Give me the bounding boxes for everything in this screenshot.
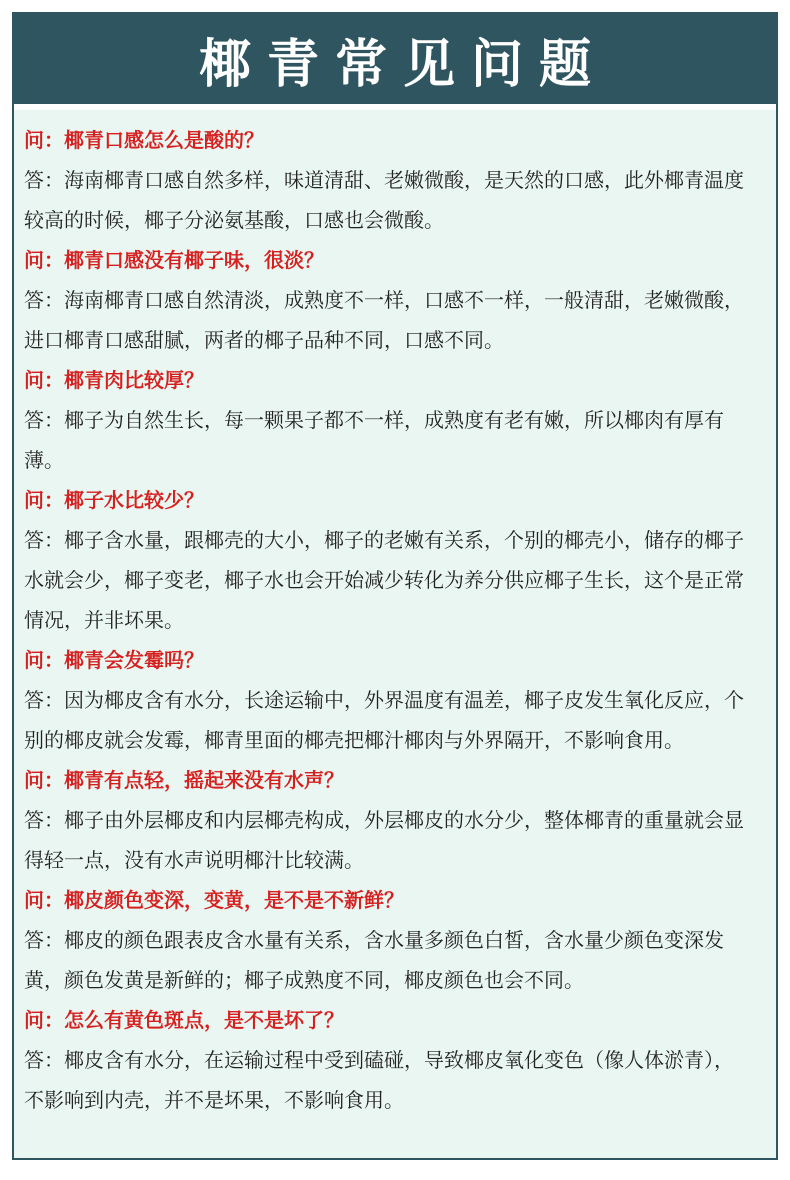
faq-question: 问：椰青口感没有椰子味，很淡？ xyxy=(24,248,324,272)
faq-item xyxy=(24,760,748,880)
faq-answer: 答：因为椰皮含有水分，长途运输中，外界温度有温差，椰子皮发生氧化反应，个别的椰皮就会发霉，椰青里面的椰壳把椰汁椰肉与外界隔开，不影响食用。 xyxy=(24,688,744,752)
faq-question: 问：椰子水比较少？ xyxy=(24,488,204,512)
faq-question: 问：怎么有黄色斑点，是不是坏了？ xyxy=(24,1008,344,1032)
header-banner xyxy=(14,14,776,104)
page-title: 椰青常见问题 xyxy=(198,34,607,95)
faq-item xyxy=(24,360,748,480)
faq-answer: 答：椰子含水量，跟椰壳的大小，椰子的老嫩有关系，个别的椰壳小，储存的椰子水就会少，椰子变老，椰子水也会开始减少转化为养分供应椰子生长，这个是正常情况，并非坏果。 xyxy=(24,528,744,632)
faq-question: 问：椰皮颜色变深，变黄，是不是不新鲜？ xyxy=(24,888,404,912)
faq-question: 问：椰青口感怎么是酸的？ xyxy=(24,128,264,152)
faq-answer: 答：椰子由外层椰皮和内层椰壳构成，外层椰皮的水分少，整体椰青的重量就会显得轻一点，没有水声说明椰汁比较满。 xyxy=(24,808,744,872)
faq-item xyxy=(24,240,748,360)
faq-item xyxy=(24,480,748,640)
faq-item xyxy=(24,640,748,760)
faq-question: 问：椰青有点轻，摇起来没有水声？ xyxy=(24,768,344,792)
faq-answer: 答：海南椰青口感自然多样，味道清甜、老嫩微酸，是天然的口感，此外椰青温度较高的时候，椰子分泌氨基酸，口感也会微酸。 xyxy=(24,168,744,232)
faq-answer: 答：椰皮含有水分，在运输过程中受到磕碰，导致椰皮氧化变色（像人体淤青），不影响到内壳，并不是坏果，不影响食用。 xyxy=(24,1048,734,1112)
faq-question: 问：椰青肉比较厚？ xyxy=(24,368,204,392)
faq-item xyxy=(24,880,748,1000)
faq-answer: 答：椰子为自然生长，每一颗果子都不一样，成熟度有老有嫩，所以椰肉有厚有薄。 xyxy=(24,408,724,472)
faq-list xyxy=(24,120,748,1120)
header-divider xyxy=(14,104,776,110)
faq-question: 问：椰青会发霉吗？ xyxy=(24,648,204,672)
faq-answer: 答：椰皮的颜色跟表皮含水量有关系，含水量多颜色白皙，含水量少颜色变深发黄，颜色发黄是新鲜的；椰子成熟度不同，椰皮颜色也会不同。 xyxy=(24,928,724,992)
faq-item xyxy=(24,120,748,240)
faq-answer: 答：海南椰青口感自然清淡，成熟度不一样，口感不一样，一般清甜，老嫩微酸，进口椰青口感甜腻，两者的椰子品种不同，口感不同。 xyxy=(24,288,744,352)
faq-item xyxy=(24,1000,748,1120)
